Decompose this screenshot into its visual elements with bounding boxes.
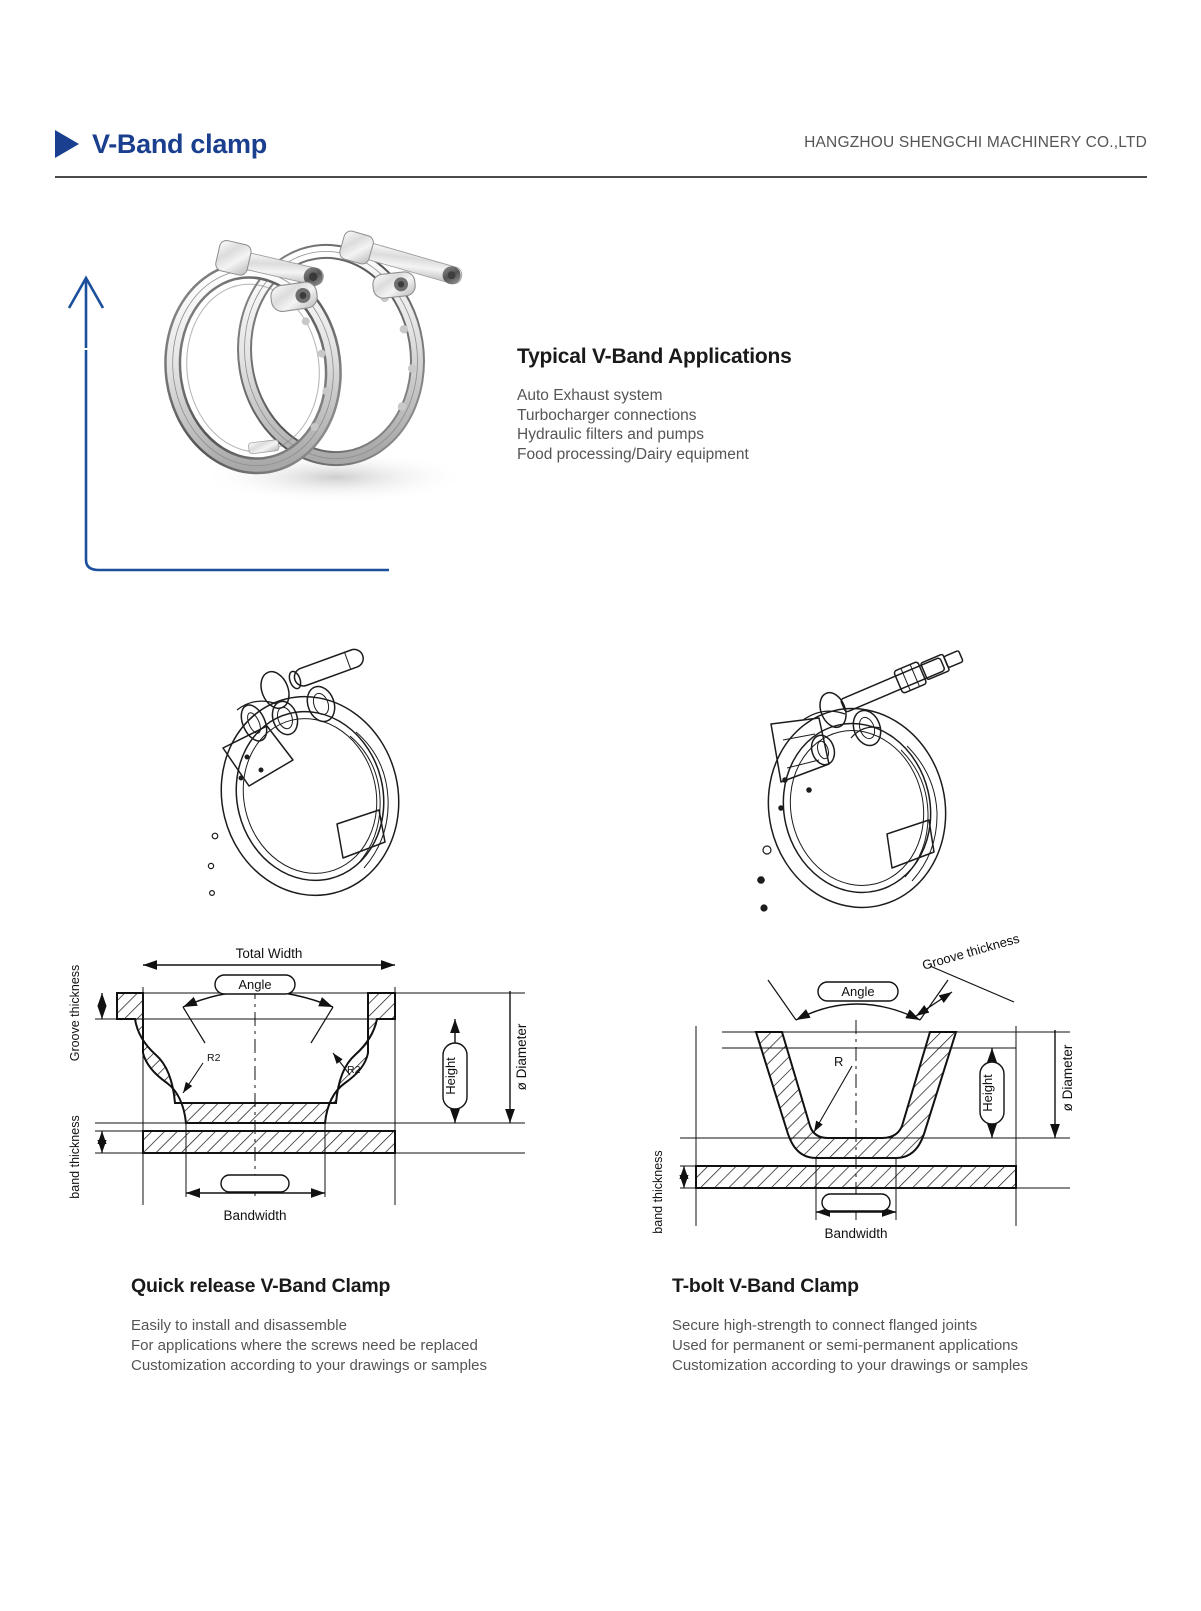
company-name: HANGZHOU SHENGCHI MACHINERY CO.,LTD: [804, 134, 1147, 151]
height-label-left: Height: [443, 1057, 458, 1095]
feature-item: For applications where the screws need be replaced: [131, 1337, 478, 1354]
application-item: Hydraulic filters and pumps: [517, 426, 704, 443]
quick-release-caption-title: Quick release V-Band Clamp: [131, 1275, 391, 1297]
page-header: [55, 118, 1147, 180]
bandwidth-label-right: Bandwidth: [824, 1226, 888, 1241]
radius-label-right-diagram: R: [834, 1054, 844, 1069]
header-divider: [55, 176, 1147, 178]
quick-release-feature-list: [131, 1316, 601, 1376]
angle-label-right: Angle: [841, 984, 875, 999]
band-thickness-label-left: band thickness: [68, 1115, 82, 1199]
quick-release-caption-block: [131, 1275, 601, 1376]
header-title-row: [55, 118, 1147, 170]
applications-title: Typical V-Band Applications: [517, 345, 792, 368]
play-triangle-icon: [55, 130, 79, 158]
t-bolt-cross-section-diagram: [600, 920, 1100, 1245]
t-bolt-clamp-illustration: [715, 628, 990, 918]
application-item: Turbocharger connections: [517, 406, 697, 424]
applications-list: [517, 386, 997, 464]
page-title: V-Band clamp: [92, 128, 267, 159]
total-width-label: Total Width: [235, 946, 303, 961]
feature-item: Used for permanent or semi-permanent applications: [672, 1337, 1019, 1354]
angle-label-left: Angle: [238, 977, 272, 992]
feature-item: Secure high-strength to connect flanged joints: [672, 1317, 978, 1334]
t-bolt-caption-title: T-bolt V-Band Clamp: [672, 1275, 859, 1297]
application-item: Auto Exhaust system: [517, 387, 663, 404]
height-label-right: Height: [980, 1074, 995, 1112]
t-bolt-caption-block: [672, 1275, 1142, 1376]
header-brand-group: [55, 129, 267, 160]
radius-label-right: R2: [347, 1064, 361, 1076]
diameter-label-left: ø Diameter: [514, 1023, 529, 1091]
feature-item: Customization according to your drawings or samples: [131, 1357, 487, 1374]
feature-item: Easily to install and disassemble: [131, 1317, 347, 1334]
band-thickness-label-right: band thickness: [651, 1150, 665, 1234]
diameter-label-right: ø Diameter: [1060, 1044, 1075, 1112]
feature-item: Customization according to your drawings or samples: [672, 1357, 1028, 1374]
quick-release-clamp-illustration: [175, 628, 445, 913]
applications-section: [517, 345, 997, 464]
groove-thickness-label-left: Groove thickness: [68, 964, 82, 1062]
quick-release-cross-section-diagram: [55, 935, 555, 1245]
bandwidth-label-left: Bandwidth: [223, 1208, 287, 1223]
radius-label-left: R2: [207, 1052, 221, 1064]
v-band-clamp-photo: [135, 205, 495, 515]
groove-thickness-label-right: Groove thickness: [920, 930, 1022, 973]
application-item: Food processing/Dairy equipment: [517, 445, 749, 463]
t-bolt-feature-list: [672, 1316, 1142, 1376]
